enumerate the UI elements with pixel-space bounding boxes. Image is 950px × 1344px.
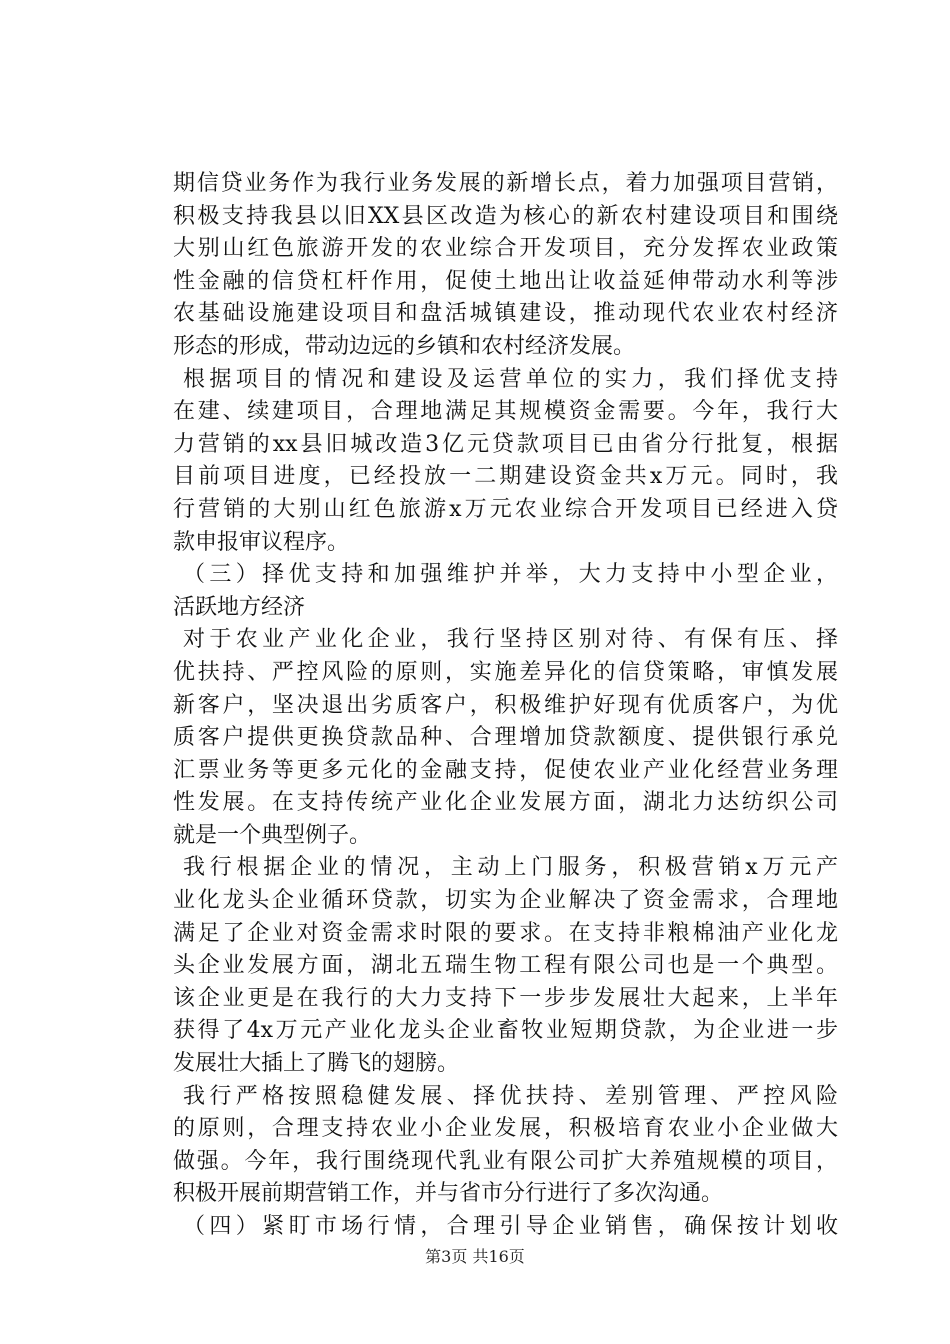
text-line: 发展壮大插上了腾飞的翅膀。 [173, 1051, 460, 1077]
text-line: 性金融的信贷杠杆作用，促使土地出让收益延伸带动水利等涉 [173, 268, 838, 294]
text-line: 积极支持我县以旧XX县区改造为核心的新农村建设项目和围绕 [173, 203, 838, 229]
text-line: 该企业更是在我行的大力支持下一步步发展壮大起来，上半年 [173, 985, 838, 1011]
text-line: 形态的形成，带动边远的乡镇和农村经济发展。 [173, 333, 636, 359]
text-line: （三）择优支持和加强维护并举，大力支持中小型企业， [183, 562, 838, 588]
paragraph [173, 852, 838, 1080]
text-line: 在建、续建项目，合理地满足其规模资金需要。今年，我行大 [173, 399, 838, 425]
text-line: 头企业发展方面，湖北五瑞生物工程有限公司也是一个典型。 [173, 953, 838, 979]
section-heading [173, 1211, 838, 1244]
section-heading [173, 559, 838, 624]
paragraph [173, 1081, 838, 1211]
paragraph [173, 624, 838, 852]
text-line: 性发展。在支持传统产业化企业发展方面，湖北力达纺织公司 [173, 790, 838, 816]
text-line: 我行严格按照稳健发展、择优扶持、差别管理、严控风险 [183, 1083, 838, 1109]
text-line: 农基础设施建设项目和盘活城镇建设，推动现代农业农村经济 [173, 301, 838, 327]
page-number-footer: 第3页 共16页 [425, 1247, 525, 1266]
document-body [173, 168, 838, 1244]
text-line: 活跃地方经济 [173, 594, 306, 620]
text-line: 满足了企业对资金需求时限的要求。在支持非粮棉油产业化龙 [173, 920, 838, 946]
paragraph [173, 168, 838, 364]
text-line: 就是一个典型例子。 [173, 822, 372, 848]
paragraph [173, 364, 838, 560]
text-line: 做强。今年，我行围绕现代乳业有限公司扩大养殖规模的项目， [173, 1148, 838, 1174]
text-line: 积极开展前期营销工作，并与省市分行进行了多次沟通。 [173, 1181, 724, 1207]
text-line: （四）紧盯市场行情，合理引导企业销售，确保按计划收 [183, 1214, 838, 1239]
text-line: 期信贷业务作为我行业务发展的新增长点，着力加强项目营销， [173, 171, 838, 196]
text-line: 汇票业务等更多元化的金融支持，促使农业产业化经营业务理 [173, 757, 838, 783]
text-line: 目前项目进度，已经投放一二期建设资金共x万元。同时，我 [173, 464, 838, 490]
text-line: 根据项目的情况和建设及运营单位的实力，我们择优支持 [183, 366, 838, 392]
text-line: 获得了4x万元产业化龙头企业畜牧业短期贷款，为企业进一步 [173, 1018, 838, 1044]
text-line: 我行根据企业的情况，主动上门服务，积极营销x万元产 [183, 855, 838, 881]
text-line: 大别山红色旅游开发的农业综合开发项目，充分发挥农业政策 [173, 236, 838, 262]
text-line: 款申报审议程序。 [173, 529, 350, 555]
text-line: 业化龙头企业循环贷款，切实为企业解决了资金需求，合理地 [173, 888, 838, 914]
text-line: 优扶持、严控风险的原则，实施差异化的信贷策略，审慎发展 [173, 659, 838, 685]
text-line: 行营销的大别山红色旅游x万元农业综合开发项目已经进入贷 [173, 496, 838, 522]
text-line: 质客户提供更换贷款品种、合理增加贷款额度、提供银行承兑 [173, 725, 838, 751]
text-line: 的原则，合理支持农业小企业发展，积极培育农业小企业做大 [173, 1116, 838, 1142]
text-line: 力营销的xx县旧城改造3亿元贷款项目已由省分行批复，根据 [173, 431, 838, 457]
text-line: 新客户，坚决退出劣质客户，积极维护好现有优质客户，为优 [173, 692, 838, 718]
text-line: 对于农业产业化企业，我行坚持区别对待、有保有压、择 [183, 627, 838, 653]
